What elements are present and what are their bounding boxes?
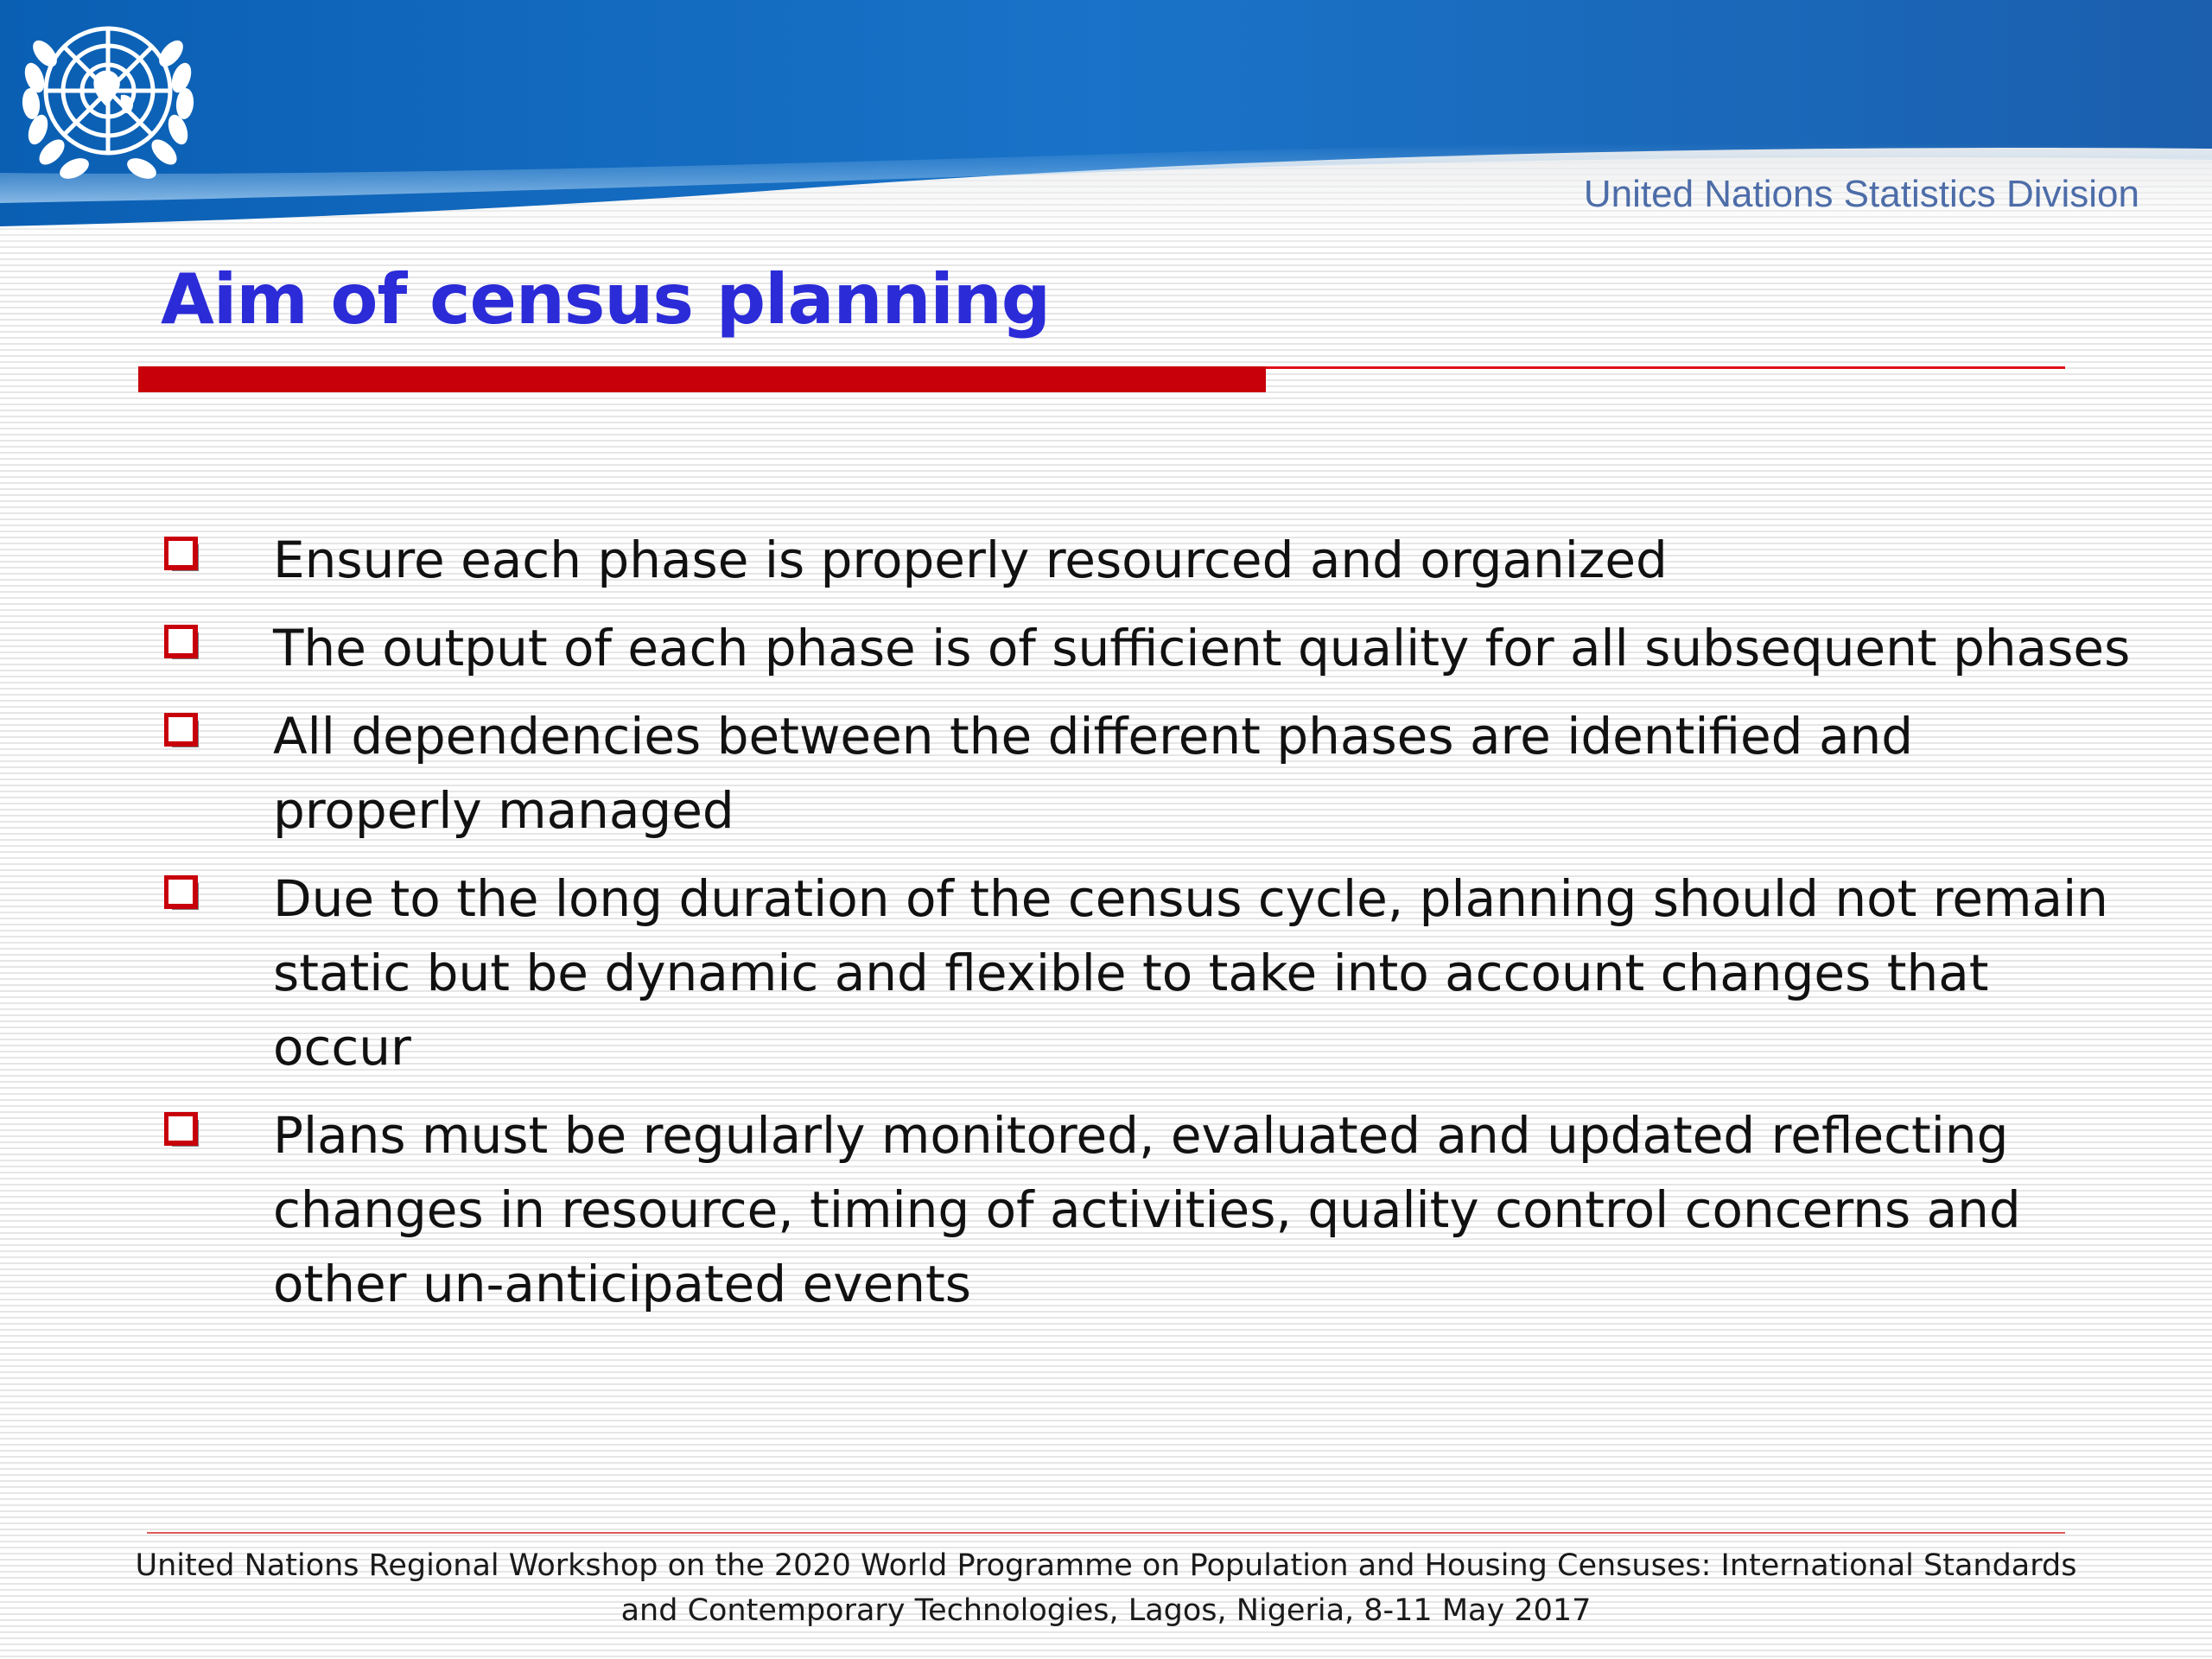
checkbox-square-icon [164,537,200,573]
bullet-item [161,523,2131,597]
bullet-text: Plans must be regularly monitored, evaluated and updated reflecting changes in resource, timing of activities, quality control concerns and other un-anticipated events [273,1106,2021,1313]
header-banner [0,0,2212,259]
checkbox-square-icon [164,713,200,749]
checkbox-square-icon [164,625,200,661]
un-emblem-icon [0,0,216,199]
checkbox-square-icon [164,875,200,912]
bullet-item [161,699,2131,848]
title-underline-thin [1266,366,2065,369]
footer-line-2: and Contemporary Technologies, Lagos, Nigeria, 8-11 May 2017 [620,1593,1592,1628]
slide-title: Aim of census planning [161,259,1051,340]
bullet-item [161,611,2131,685]
organization-name: United Nations Statistics Division [1583,173,2139,215]
slide-footer [121,1543,2091,1633]
bullet-item [161,861,2131,1084]
bullet-text: Ensure each phase is properly resourced and organized [273,531,1668,589]
bullet-list [161,523,2131,1335]
checkbox-square-icon [164,1112,200,1148]
footer-divider [147,1532,2065,1534]
title-underline-thick [138,366,1266,392]
bullet-text: All dependencies between the different phases are identified and properly managed [273,707,1914,840]
footer-line-1: United Nations Regional Workshop on the 2020 World Programme on Population and Housing Censuses: International Standards [135,1548,2077,1583]
bullet-text: Due to the long duration of the census cycle, planning should not remain static but be dynamic and flexible to take into account changes that occur [273,869,2108,1077]
slide-header [0,0,2212,259]
bullet-item [161,1098,2131,1321]
bullet-text: The output of each phase is of sufficient quality for all subsequent phases [273,619,2131,677]
